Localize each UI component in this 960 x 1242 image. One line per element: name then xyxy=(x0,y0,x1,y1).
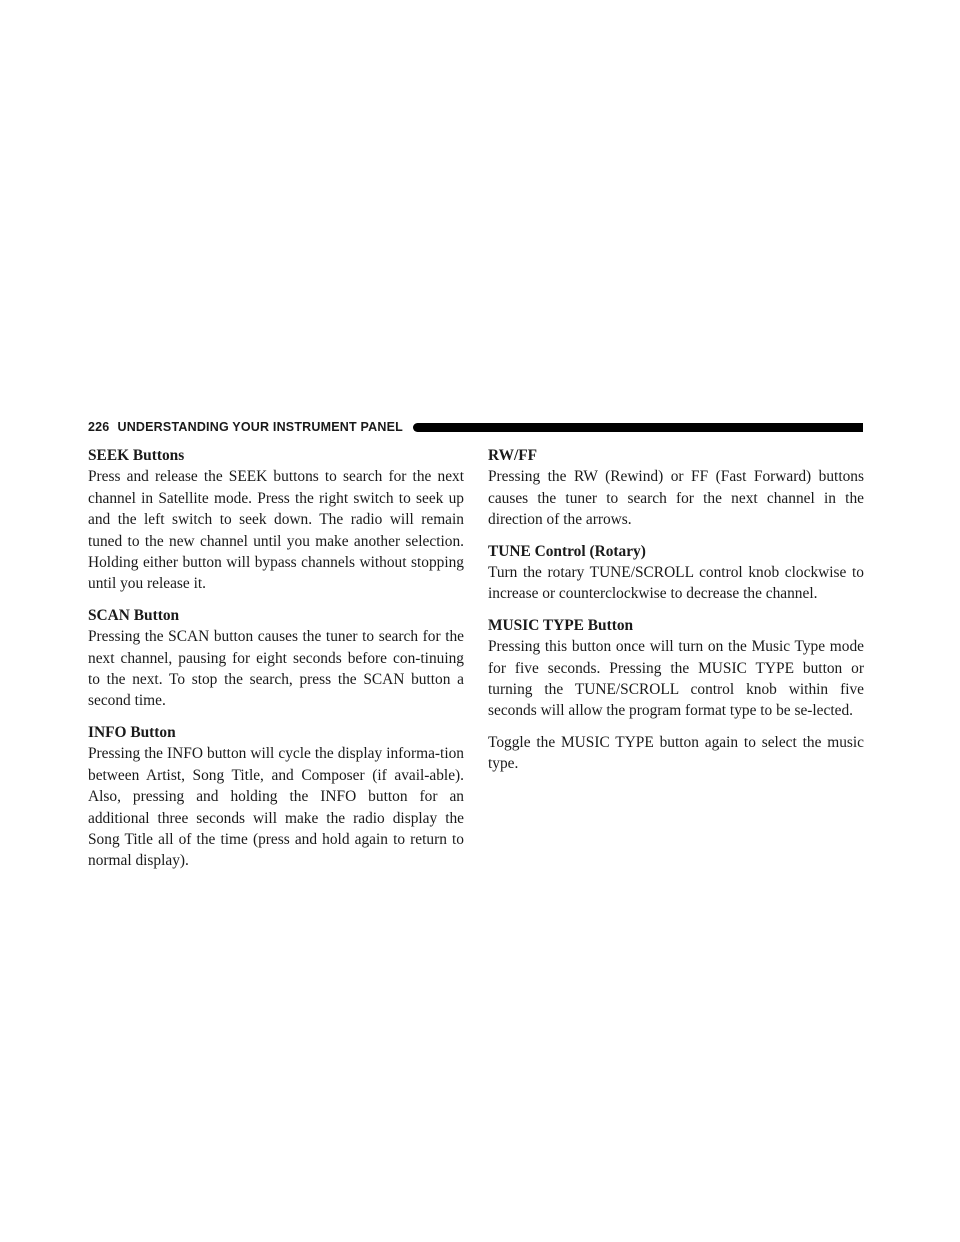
heading-scan-button: SCAN Button xyxy=(88,606,180,624)
section-title: UNDERSTANDING YOUR INSTRUMENT PANEL xyxy=(117,420,403,434)
heading-music-type-button: MUSIC TYPE Button xyxy=(488,616,634,634)
page-number: 226 xyxy=(88,420,110,434)
heading-rw-ff: RW/FF xyxy=(488,447,538,464)
paragraph-info-button: Pressing the INFO button will cycle the display informa-tion between Artist, Song Title, and Composer (if avail-able). Also, pressing and holding the INFO button for an additional three seconds will make the radio display the Song Title all of the time (press and hold again to return to normal display). xyxy=(88,745,464,870)
page-header xyxy=(88,416,863,438)
paragraph-rw-ff: Pressing the RW (Rewind) or FF (Fast Forward) buttons causes the tuner to search for the next channel in the direction of the arrows. xyxy=(488,468,864,529)
heading-seek-buttons: SEEK Buttons xyxy=(88,447,185,464)
paragraph-tune-control: Turn the rotary TUNE/SCROLL control knob clockwise to increase or counterclockwise to decrease the channel. xyxy=(488,564,864,603)
heading-tune-control: TUNE Control (Rotary) xyxy=(488,542,646,560)
heading-info-button: INFO Button xyxy=(88,723,176,741)
paragraph-scan-button: Pressing the SCAN button causes the tuner to search for the next channel, pausing for eight seconds before con-tinuing to the next. To stop the search, press the SCAN button a second time. xyxy=(88,628,464,710)
paragraph-music-type-button: Pressing this button once will turn on the Music Type mode for five seconds. Pressing the MUSIC TYPE button or turning the TUNE/SCROLL control knob within five seconds will allow the program format type to be se-lected. xyxy=(488,638,864,720)
paragraph-music-type-toggle: Toggle the MUSIC TYPE button again to select the music type. xyxy=(488,733,864,773)
header-rule-bar xyxy=(413,423,863,432)
paragraph-seek-buttons: Press and release the SEEK buttons to search for the next channel in Satellite mode. Press the right switch to seek up and the left switch to seek down. The radio will remain tuned to the new channel until you make another selection. Holding either button will bypass channels without stopping until you release it. xyxy=(88,468,464,593)
right-column xyxy=(488,445,864,785)
left-column xyxy=(88,445,464,882)
